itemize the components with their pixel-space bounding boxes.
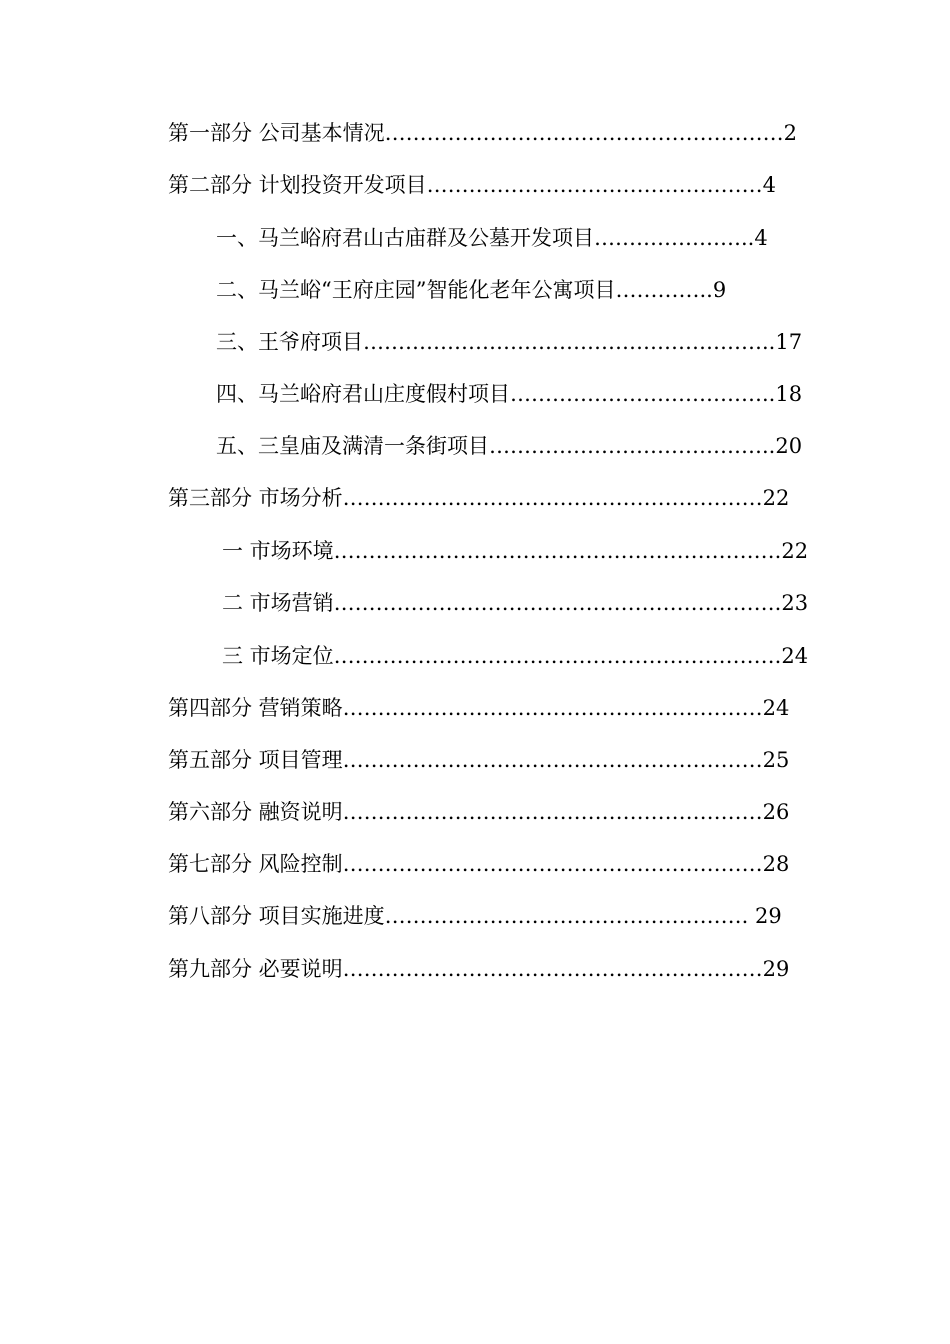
toc-entry-text: 三、王爷府项目…………………………………………………..17 xyxy=(216,330,803,354)
toc-entry-text: 二、马兰峪“王府庄园”智能化老年公寓项目…………..9 xyxy=(216,278,727,302)
toc-entry-text: 第六部分 融资说明……………………………………………………26 xyxy=(168,800,790,824)
toc-entry-section-2-3 xyxy=(216,326,802,358)
toc-entry-section-2-2 xyxy=(216,274,726,306)
toc-entry-text: 一 市场环境……………………………………………………….22 xyxy=(222,539,809,563)
toc-entry-section-3-3 xyxy=(222,640,808,672)
toc-entry-text: 第七部分 风险控制……………………………………………………28 xyxy=(168,852,790,876)
toc-entry-section-3-2 xyxy=(222,587,808,619)
toc-entry-text: 四、马兰峪府君山庄度假村项目………………………………..18 xyxy=(216,382,803,406)
toc-entry-text: 第一部分 公司基本情况…………………………………………………2 xyxy=(168,121,798,145)
toc-entry-text: 三 市场定位……………………………………………………….24 xyxy=(222,644,809,668)
toc-entry-part-3 xyxy=(168,482,789,514)
toc-entry-section-2-4 xyxy=(216,378,802,410)
toc-entry-text: 第四部分 营销策略……………………………………………………24 xyxy=(168,696,790,720)
toc-entry-part-8 xyxy=(168,900,782,932)
toc-entry-section-3-1 xyxy=(222,535,808,567)
toc-entry-text: 第二部分 计划投资开发项目…………………………………………4 xyxy=(168,173,777,197)
toc-entry-text: 第九部分 必要说明……………………………………………………29 xyxy=(168,957,790,981)
toc-entry-text: 五、三皇庙及满清一条街项目…………………………………..20 xyxy=(216,434,803,458)
toc-entry-text: 第五部分 项目管理……………………………………………………25 xyxy=(168,748,790,772)
toc-entry-part-4 xyxy=(168,692,789,724)
toc-entry-section-2-5 xyxy=(216,430,802,462)
toc-entry-text: 第八部分 项目实施进度……………………………………………. 29 xyxy=(168,904,782,928)
toc-entry-text: 第三部分 市场分析……………………………………………………22 xyxy=(168,486,790,510)
toc-entry-part-1 xyxy=(168,117,797,149)
toc-entry-text: 一、马兰峪府君山古庙群及公墓开发项目…………………..4 xyxy=(216,226,768,250)
toc-entry-part-7 xyxy=(168,848,789,880)
toc-entry-part-9 xyxy=(168,953,789,985)
toc-entry-section-2-1 xyxy=(216,222,768,254)
toc-entry-part-2 xyxy=(168,169,776,201)
toc-entry-text: 二 市场营销……………………………………………………….23 xyxy=(222,591,809,615)
toc-entry-part-6 xyxy=(168,796,789,828)
toc-entry-part-5 xyxy=(168,744,789,776)
